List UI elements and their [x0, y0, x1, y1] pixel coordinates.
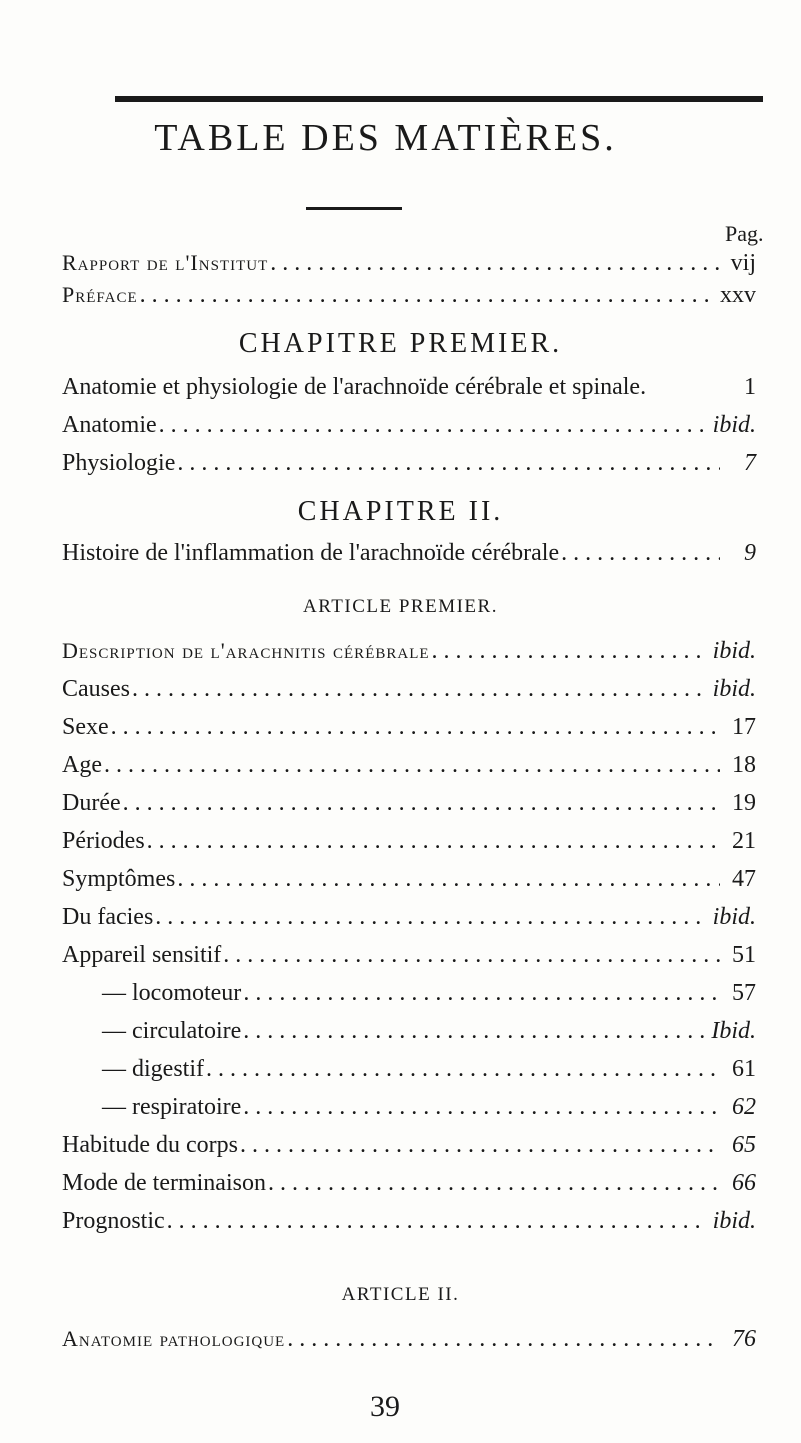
entry-page: xxv	[720, 282, 756, 308]
entry-label: Mode de terminaison	[62, 1170, 266, 1196]
entry-page: 17	[732, 714, 756, 740]
page-title: TABLE DES MATIÈRES.	[154, 117, 617, 159]
entry-label: Habitude du corps	[62, 1132, 238, 1158]
toc-entry	[62, 1018, 756, 1058]
entry-label: Rapport de l'Institut	[62, 250, 269, 275]
entry-page: 21	[732, 828, 756, 854]
leader-dots	[432, 638, 707, 665]
entry-page: ibid.	[712, 638, 756, 664]
leader-dots	[140, 282, 714, 309]
toc-entry	[62, 1056, 756, 1096]
entry-label: Physiologie	[62, 450, 176, 476]
article-heading: ARTICLE II.	[341, 1284, 460, 1305]
toc-entry	[62, 980, 756, 1020]
leader-dots	[223, 942, 720, 969]
toc-entry	[62, 1326, 756, 1366]
toc-entry	[62, 1094, 756, 1134]
entry-label: Description de l'arachnitis cérébrale	[62, 638, 430, 663]
entry-label: Anatomie pathologique	[62, 1326, 286, 1351]
toc-entry	[62, 638, 756, 678]
entry-page: 7	[744, 450, 756, 476]
entry-label: — locomoteur	[102, 980, 242, 1006]
leader-dots	[240, 1132, 720, 1159]
article-heading: ARTICLE PREMIER.	[303, 596, 498, 617]
toc-entry	[62, 1208, 756, 1248]
leader-dots	[132, 676, 707, 703]
entry-label: Durée	[62, 790, 121, 816]
entry-page: vij	[730, 250, 756, 276]
entry-page: Ibid.	[711, 1018, 756, 1044]
title-rule	[306, 207, 402, 210]
leader-dots	[243, 1018, 705, 1045]
entry-label: — circulatoire	[102, 1018, 242, 1044]
entry-label: Sexe	[62, 714, 109, 740]
leader-dots	[159, 412, 707, 439]
leader-dots	[287, 1326, 720, 1353]
chapter-heading: CHAPITRE PREMIER.	[238, 328, 563, 359]
leader-dots	[177, 450, 720, 477]
top-rule	[115, 96, 763, 102]
leader-dots	[155, 904, 706, 931]
entry-label: — digestif	[102, 1056, 204, 1082]
entry-page: ibid.	[712, 904, 756, 930]
leader-dots	[177, 866, 720, 893]
toc-entry	[62, 374, 756, 414]
entry-label: Histoire de l'inflammation de l'arachnoïde cérébrale	[62, 540, 560, 566]
leader-dots	[147, 828, 720, 855]
signature-number: 39	[370, 1390, 400, 1423]
entry-page: 1	[744, 374, 756, 400]
entry-label: — respiratoire	[102, 1094, 242, 1120]
toc-entry	[62, 904, 756, 944]
entry-page: 65	[732, 1132, 756, 1158]
entry-page: 62	[732, 1094, 756, 1120]
entry-label: Symptômes	[62, 866, 176, 892]
entry-page: ibid.	[712, 412, 756, 438]
toc-entry	[62, 790, 756, 830]
toc-entry	[62, 1170, 756, 1210]
entry-label: Anatomie	[62, 412, 157, 438]
entry-page: ibid.	[712, 1208, 756, 1234]
toc-entry	[62, 676, 756, 716]
leader-dots	[111, 714, 720, 741]
toc-entry	[62, 540, 756, 580]
entry-label: Causes	[62, 676, 130, 702]
entry-label: Périodes	[62, 828, 145, 854]
toc-entry	[62, 1132, 756, 1172]
entry-label: Prognostic	[62, 1208, 165, 1234]
leader-dots	[561, 540, 720, 567]
entry-label: Anatomie et physiologie de l'arachnoïde cérébrale et spinale.	[62, 374, 647, 400]
toc-entry	[62, 866, 756, 906]
entry-label: Appareil sensitif	[62, 942, 222, 968]
entry-page: 51	[732, 942, 756, 968]
leader-dots	[243, 980, 720, 1007]
leader-dots	[123, 790, 720, 817]
page-column-label: Pag.	[725, 221, 764, 246]
leader-dots	[104, 752, 720, 779]
toc-entry	[62, 752, 756, 792]
entry-page: 47	[732, 866, 756, 892]
toc-entry	[62, 828, 756, 868]
toc-entry	[62, 450, 756, 490]
entry-page: 61	[732, 1056, 756, 1082]
entry-page: ibid.	[712, 676, 756, 702]
entry-label: Préface	[62, 282, 138, 307]
entry-page: 19	[732, 790, 756, 816]
entry-page: 76	[732, 1326, 756, 1352]
toc-entry-preface	[62, 282, 756, 322]
entry-page: 18	[732, 752, 756, 778]
entry-label: Du facies	[62, 904, 154, 930]
leader-dots	[270, 250, 720, 277]
leader-dots	[268, 1170, 720, 1197]
toc-entry	[62, 412, 756, 452]
toc-entry	[62, 714, 756, 754]
entry-page: 66	[732, 1170, 756, 1196]
entry-label: Age	[62, 752, 102, 778]
leader-dots	[206, 1056, 720, 1083]
toc-entry	[62, 942, 756, 982]
leader-dots	[243, 1094, 720, 1121]
chapter-heading: CHAPITRE II.	[297, 496, 504, 527]
leader-dots	[167, 1208, 707, 1235]
entry-page: 57	[732, 980, 756, 1006]
entry-page: 9	[744, 540, 756, 566]
